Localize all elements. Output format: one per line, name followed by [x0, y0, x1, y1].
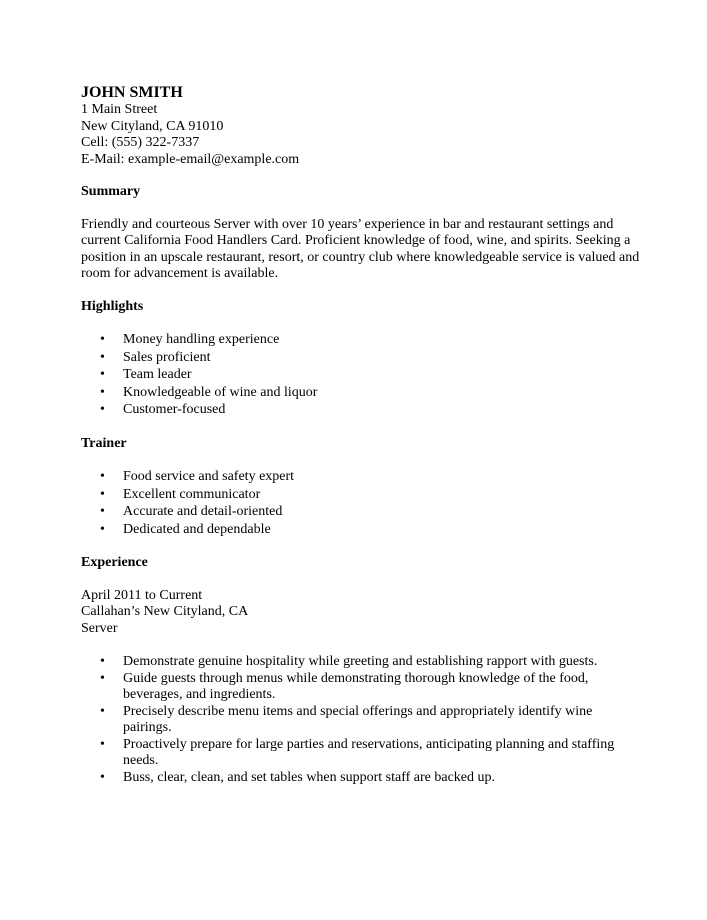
- highlights-heading: Highlights: [81, 298, 144, 314]
- applicant-name: JOHN SMITH: [81, 84, 183, 101]
- list-item: • Food service and safety expert: [100, 469, 295, 484]
- trainer-list: [81, 469, 641, 538]
- bullet-icon: •: [100, 521, 105, 537]
- list-item: • Buss, clear, clean, and set tables when support staff are backed up.: [100, 769, 495, 785]
- bullet-icon: •: [100, 402, 105, 417]
- list-item: • Precisely describe menu items and special offerings and appropriately identify wine pairings.: [100, 703, 593, 735]
- bullet-icon: •: [100, 769, 105, 785]
- email-line: E-Mail: example-email@example.com: [81, 151, 300, 167]
- list-item: • Knowledgeable of wine and liquor: [100, 384, 318, 400]
- address-line: 1 Main Street: [81, 102, 158, 117]
- job-title: Server: [81, 620, 118, 636]
- highlights-list: [81, 332, 641, 419]
- city-line: New Cityland, CA 91010: [81, 118, 224, 134]
- bullet-icon: •: [100, 384, 105, 400]
- list-item: • Money handling experience: [100, 332, 280, 347]
- trainer-heading: Trainer: [81, 435, 127, 451]
- bullet-icon: •: [100, 670, 105, 686]
- resume-document: [81, 84, 641, 786]
- bullet-icon: •: [100, 349, 105, 365]
- experience-duties-list: [81, 654, 641, 786]
- bullet-icon: •: [100, 469, 105, 484]
- bullet-icon: •: [100, 504, 105, 519]
- bullet-icon: •: [100, 332, 105, 347]
- bullet-icon: •: [100, 703, 105, 719]
- bullet-icon: •: [100, 736, 105, 752]
- list-item: • Demonstrate genuine hospitality while greeting and establishing rapport with guests.: [100, 654, 598, 669]
- bullet-icon: •: [100, 654, 105, 669]
- bullet-icon: •: [100, 486, 105, 502]
- list-item: • Guide guests through menus while demonstrating thorough knowledge of the food, beverages, and ingredients.: [100, 670, 589, 702]
- summary-heading: Summary: [81, 184, 141, 199]
- list-item: • Accurate and detail-oriented: [100, 504, 283, 519]
- list-item: • Excellent communicator: [100, 486, 261, 502]
- list-item: • Customer-focused: [100, 402, 226, 417]
- summary-text: Friendly and courteous Server with over 10 years’ experience in bar and restaurant settings and current California Food Handlers Card. Proficient knowledge of food, wine, and spirits. Seeking a position in an upscale restaurant, resort, or country club where knowledgeable service is valued and room for advancement is available.: [81, 216, 640, 281]
- job-dates: April 2011 to Current: [81, 587, 203, 603]
- list-item: • Dedicated and dependable: [100, 521, 271, 537]
- experience-heading: Experience: [81, 555, 148, 570]
- list-item: • Proactively prepare for large parties and reservations, anticipating planning and staffing needs.: [100, 736, 615, 768]
- list-item: • Team leader: [100, 367, 192, 382]
- bullet-icon: •: [100, 367, 105, 382]
- job-employer: Callahan’s New Cityland, CA: [81, 604, 249, 619]
- list-item: • Sales proficient: [100, 349, 211, 365]
- cell-line: Cell: (555) 322-7337: [81, 135, 200, 150]
